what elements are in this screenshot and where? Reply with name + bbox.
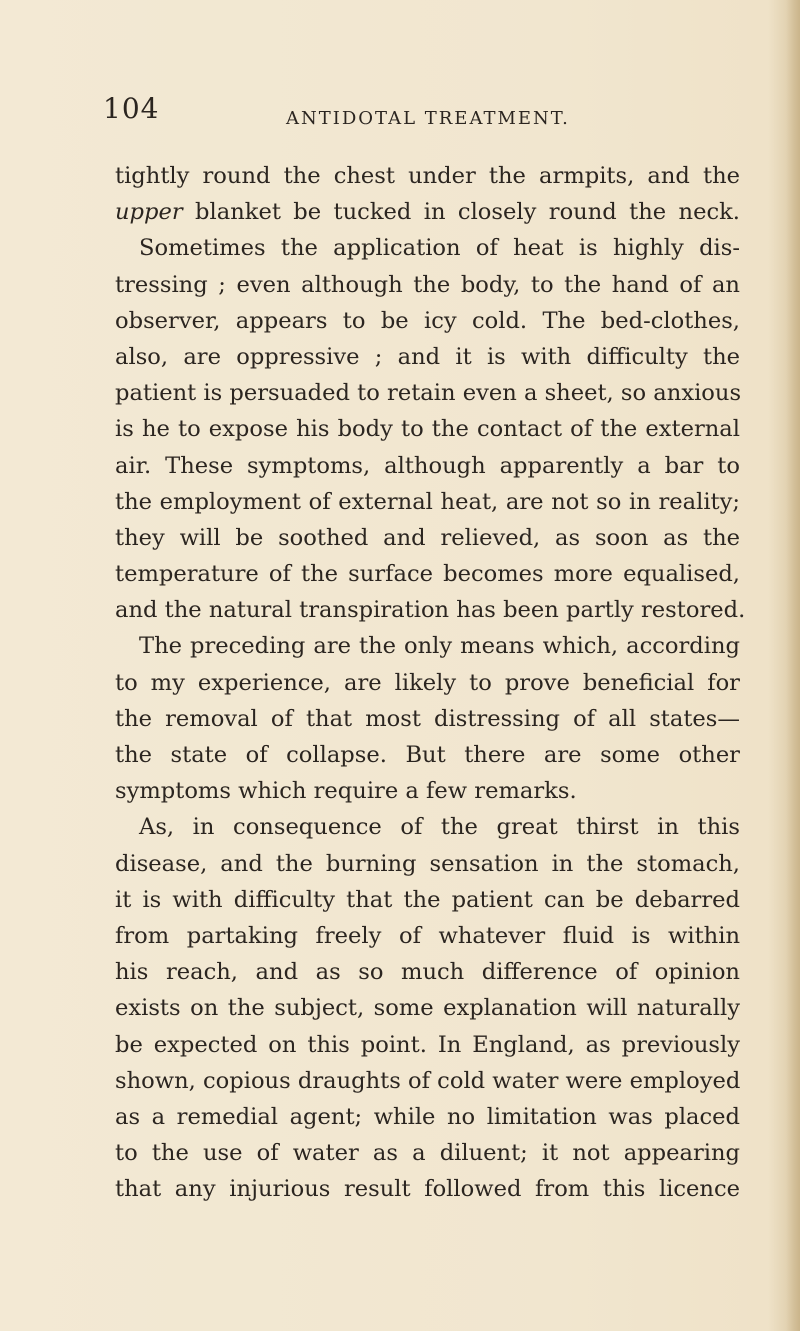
text-line: the removal of that most distressing of all states— xyxy=(115,705,740,732)
text-line: to the use of water as a diluent; it not appearing xyxy=(115,1140,740,1167)
text-line: The preceding are the only means which, according xyxy=(139,633,740,660)
text-line: that any injurious result followed from this licence xyxy=(115,1176,740,1203)
running-head: ANTIDOTAL TREATMENT. xyxy=(286,108,570,129)
text-line: tightly round the chest under the armpits, and the xyxy=(115,163,740,189)
text-line: upper blanket be tucked in closely round the neck. xyxy=(115,199,740,226)
text-line: air. These symptoms, although apparently a bar to xyxy=(115,452,740,479)
page-header xyxy=(0,92,800,132)
text-line: they will be soothed and relieved, as soon as the xyxy=(115,524,740,551)
text-line: it is with difficulty that the patient can be debarred xyxy=(115,886,740,913)
italic-word: upper xyxy=(115,199,183,226)
text-line: shown, copious draughts of cold water were employed xyxy=(115,1067,741,1094)
page-edge-shadow xyxy=(786,0,800,1331)
text-line: temperature of the surface becomes more equalised, xyxy=(115,561,740,588)
text-line: the state of collapse. But there are some other xyxy=(115,742,740,768)
text-line: patient is persuaded to retain even a sheet, so anxious xyxy=(115,380,742,407)
text-line: is he to expose his body to the contact of the external xyxy=(115,416,740,443)
body-text xyxy=(115,158,746,1207)
text-line: also, are oppressive ; and it is with difficulty the xyxy=(115,343,740,370)
text-line: from partaking freely of whatever fluid is within xyxy=(115,922,740,949)
page-number: 104 xyxy=(103,92,160,125)
text-line: symptoms which require a few remarks. xyxy=(115,778,577,805)
text-line: his reach, and as so much difference of opinion xyxy=(115,959,740,986)
text-line: the employment of external heat, are not so in reality; xyxy=(115,488,740,515)
text-line: be expected on this point. In England, as previously xyxy=(115,1031,740,1058)
text-line: Sometimes the application of heat is highly dis- xyxy=(139,235,740,262)
text-line: exists on the subject, some explanation will naturally xyxy=(115,995,740,1022)
text-line: disease, and the burning sensation in the stomach, xyxy=(115,850,740,877)
text-line: to my experience, are likely to prove beneficial for xyxy=(115,669,740,696)
text-line: and the natural transpiration has been partly restored. xyxy=(115,597,746,624)
text-line: As, in consequence of the great thirst in this xyxy=(139,814,740,841)
text-line: as a remedial agent; while no limitation was placed xyxy=(115,1103,740,1130)
text-line: tressing ; even although the body, to the hand of an xyxy=(115,271,740,298)
text-line: observer, appears to be icy cold. The bed-clothes, xyxy=(115,307,740,334)
